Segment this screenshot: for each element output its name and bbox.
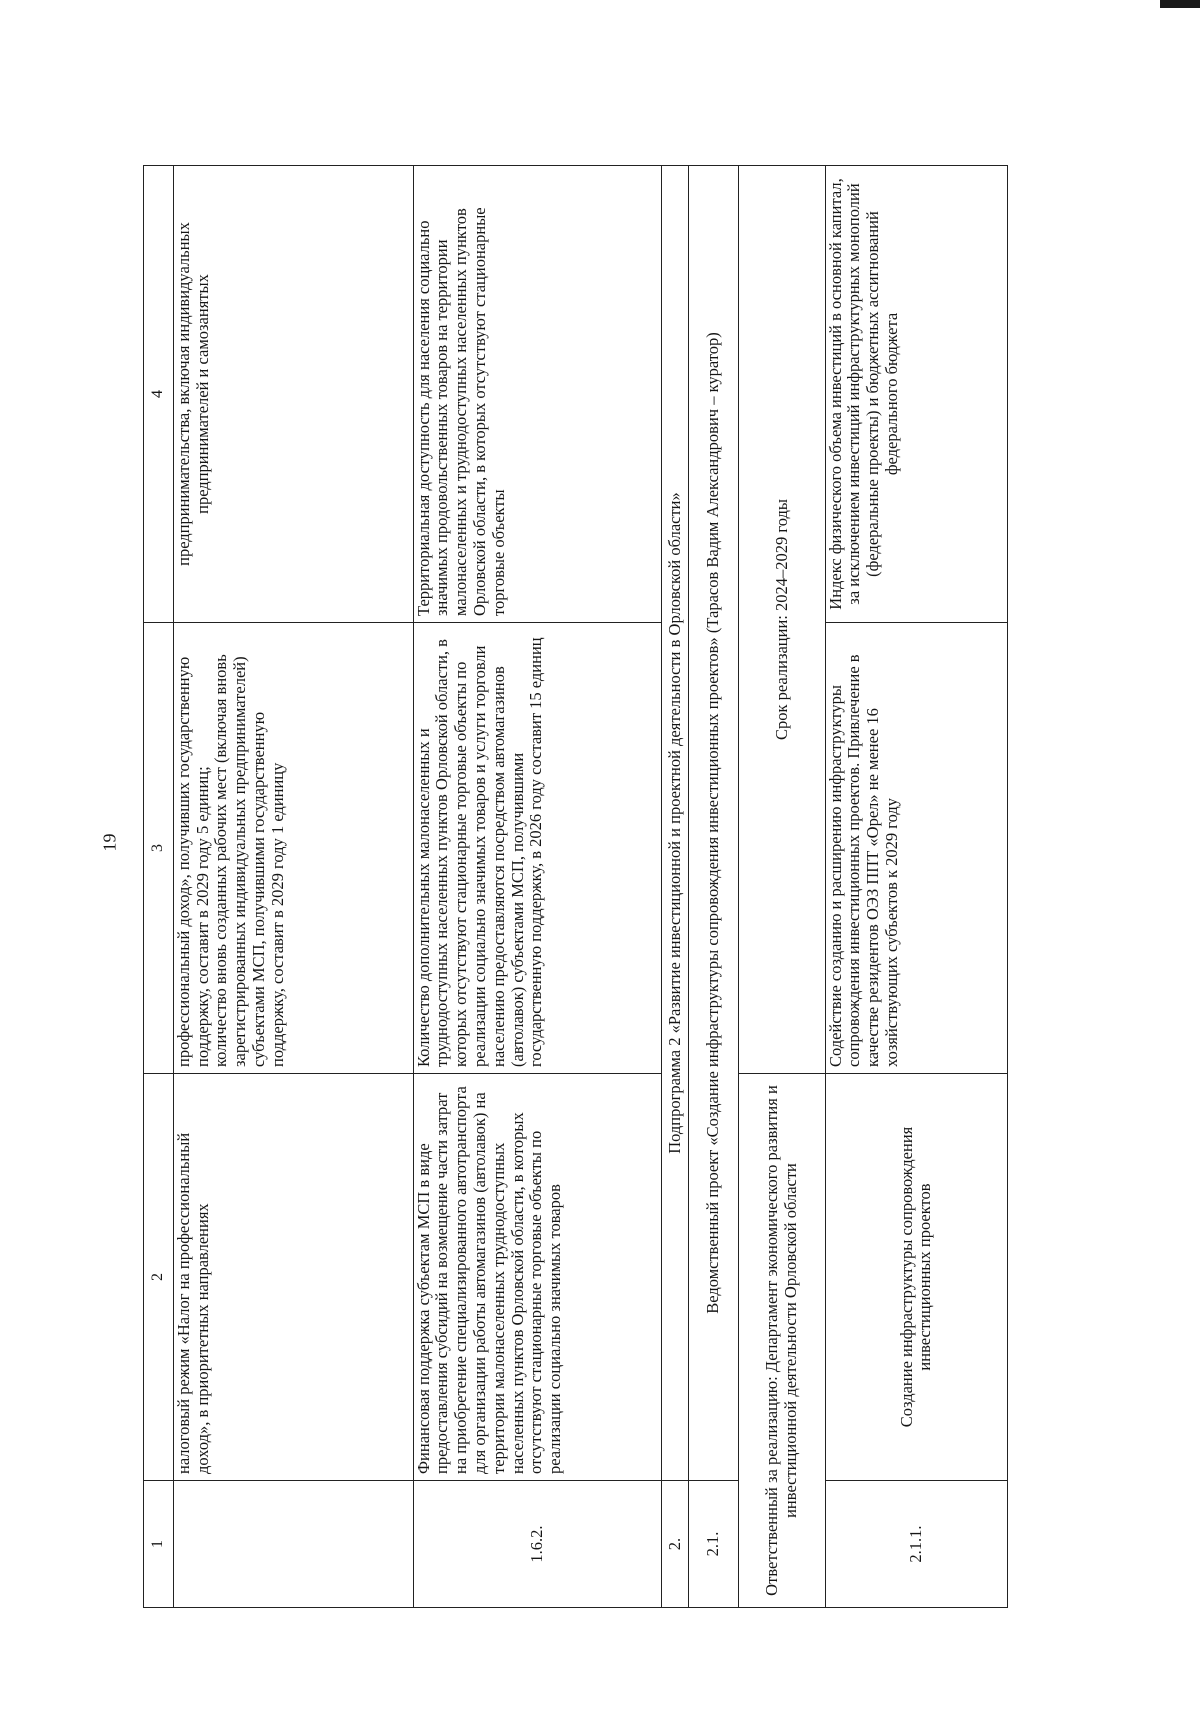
row-num: 1.6.2. bbox=[413, 1481, 662, 1608]
measure-result: Количество дополнительных малонаселенных и труднодоступных населенных пунктов Орловской области, в которых отсутствуют стационарные торговые объекты по реализации социально значимых товаров и услуги торговли населению предоставляются посредством автомагазинов (автолавок) субъектами МСП, получившими государственную поддержку, в 2026 году составит 15 единиц bbox=[413, 623, 662, 1074]
implementation-term: Срок реализации: 2024–2029 годы bbox=[739, 166, 825, 1074]
table-rotated bbox=[143, 166, 1008, 1608]
header-col-4: 4 bbox=[144, 166, 174, 623]
table-row-2-1-1 bbox=[825, 166, 1007, 1608]
row-num: 2.1. bbox=[688, 1481, 739, 1608]
header-col-2: 2 bbox=[144, 1074, 174, 1481]
measure-result: Содействие созданию и расширению инфраструктуры сопровождения инвестиционных проектов. Привлечение в качестве резидентов ОЭЗ ППТ «Орел» не менее 16 хозяйствующих субъектов к 2029 году bbox=[825, 623, 1007, 1074]
measure-indicator: Территориальная доступность для населения социально значимых продовольственных товаров на территории малонаселенных и труднодоступных населенных пунктов Орловской области, в которых отсутствуют стационарные торговые объекты bbox=[413, 166, 662, 623]
table-row-1-6-2 bbox=[413, 166, 662, 1608]
project-title: Ведомственный проект «Создание инфраструктуры сопровождения инвестиционных проектов» (Тарасов Вадим Александрович – куратор) bbox=[688, 166, 739, 1481]
measure-name: налоговый режим «Налог на профессиональный доход», в приоритетных направлениях bbox=[173, 1074, 413, 1481]
header-col-3: 3 bbox=[144, 623, 174, 1074]
header-col-1: 1 bbox=[144, 1481, 174, 1608]
program-table bbox=[143, 165, 1008, 1608]
subprogram-title: Подпрограмма 2 «Развитие инвестиционной и проектной деятельности в Орловской области» bbox=[662, 166, 689, 1481]
measure-result: профессиональный доход», получивших государственную поддержку, составит в 2029 году 5 единиц; количество вновь созданных рабочих мест (включая вновь зарегистрированных индивидуальных предпринимателей) субъектами МСП, получившими государственную поддержку, составит в 2029 году 1 единицу bbox=[173, 623, 413, 1074]
measure-name: Финансовая поддержка субъектам МСП в виде предоставления субсидий на возмещение части затрат на приобретение специализированного автотранспорта для организации работы автомагазинов (автолавок) на территории малонаселенных труднодоступных населенных пунктов Орловской области, в которых отсутствуют стационарные торговые объекты по реализации социально значимых товаров bbox=[413, 1074, 662, 1481]
table-row-2-1 bbox=[688, 166, 739, 1608]
row-num: 2. bbox=[662, 1481, 689, 1608]
measure-indicator: Индекс физического объема инвестиций в основной капитал, за исключением инвестиций инфраструктурных монополий (федеральные проекты) и бюджетных ассигнований федерального бюджета bbox=[825, 166, 1007, 623]
rotated-table-container bbox=[143, 166, 1008, 1608]
responsible-department: Ответственный за реализацию: Департамент экономического развития и инвестиционной деятельности Орловской области bbox=[739, 1074, 825, 1608]
measure-indicator: предпринимательства, включая индивидуальных предпринимателей и самозанятых bbox=[173, 166, 413, 623]
row-num: 2.1.1. bbox=[825, 1481, 1007, 1608]
page-number: 19 bbox=[99, 833, 120, 852]
table-row-continued bbox=[173, 166, 413, 1608]
table-row-responsible bbox=[739, 166, 825, 1608]
header-row bbox=[144, 166, 174, 1608]
measure-name: Создание инфраструктуры сопровождения инвестиционных проектов bbox=[825, 1074, 1007, 1481]
table-row-2 bbox=[662, 166, 689, 1608]
row-num bbox=[173, 1481, 413, 1608]
